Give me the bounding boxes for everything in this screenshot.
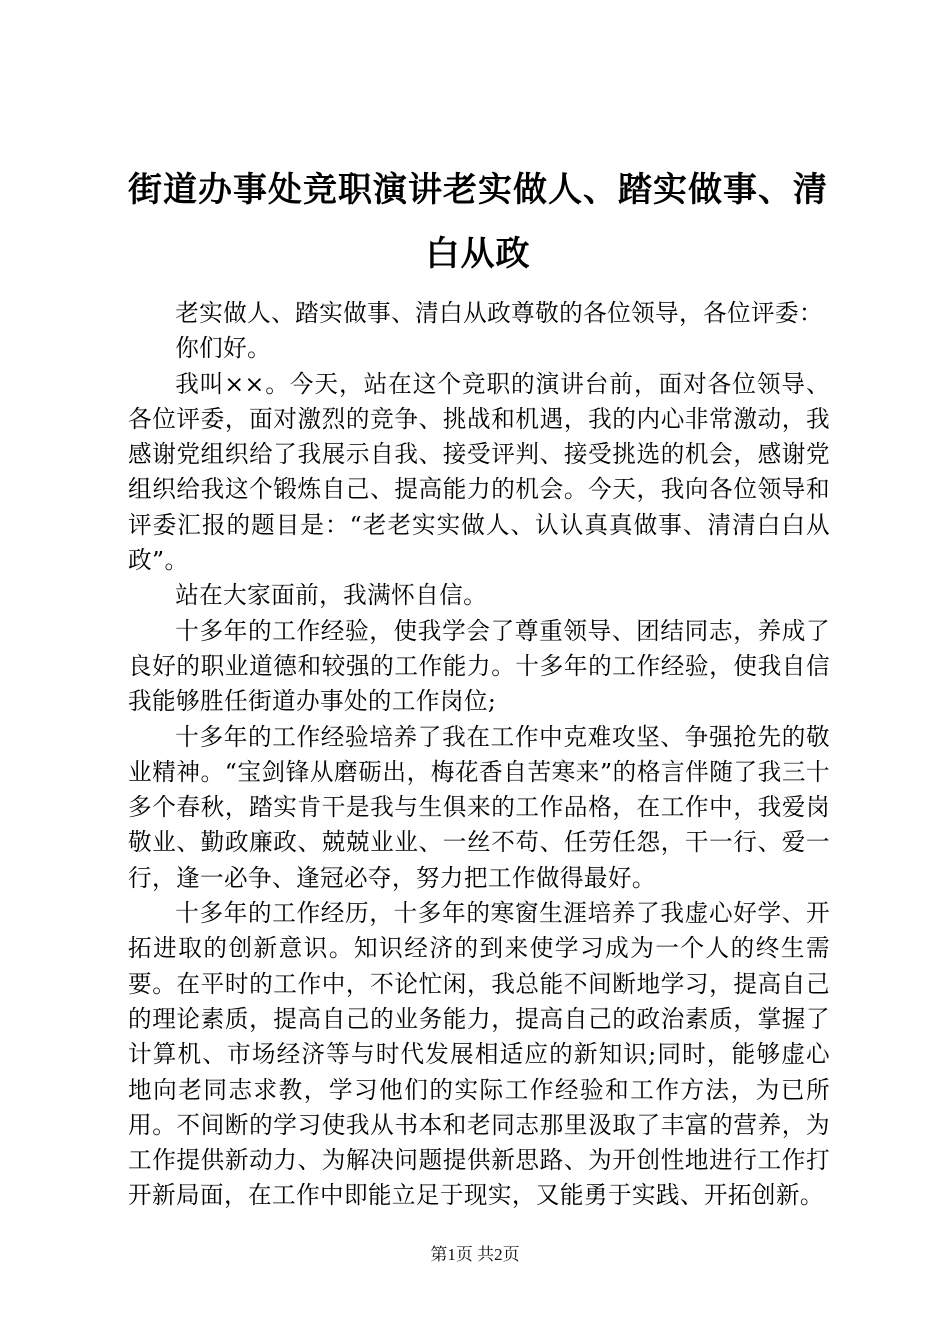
document-body (128, 296, 830, 1214)
page-title: 街道办事处竞职演讲老实做人、踏实做事、清白从政 (128, 170, 828, 274)
paragraph-learning: 十多年的工作经历，十多年的寒窗生涯培养了我虚心好学、开拓进取的创新意识。知识经济的到来使学习成为一个人的终生需要。在平时的工作中，不论忙闲，我总能不间断地学习，提高自己的理论素质，提高自己的业务能力，提高自己的政治素质，掌握了计算机、市场经济等与时代发展相适应的新知识;同时，能够虚心地向老同志求教，学习他们的实际工作经验和工作方法，为已所用。不间断的学习使我从书本和老同志那里汲取了丰富的营养，为工作提供新动力、为解决问题提供新思路、为开创性地进行工作打开新局面，在工作中即能立足于现实，又能勇于实践、开拓创新。 (128, 899, 830, 1210)
paragraph-confidence: 站在大家面前，我满怀自信。 (175, 581, 488, 610)
paragraph-hello: 你们好。 (175, 334, 272, 363)
page-number-footer: 第1页 共2页 (430, 1245, 520, 1264)
paragraph-experience: 十多年的工作经验，使我学会了尊重领导、团结同志，养成了良好的职业道德和较强的工作能力。十多年的工作经验，使我自信我能够胜任街道办事处的工作岗位; (128, 616, 830, 716)
paragraph-dedication: 十多年的工作经验培养了我在工作中克难攻坚、争强抢先的敬业精神。“宝剑锋从磨砺出，梅花香自苦寒来”的格言伴随了我三十多个春秋，踏实肯干是我与生俱来的工作品格，在工作中，我爱岗敬业、勤政廉政、兢兢业业、一丝不苟、任劳任怨，干一行、爱一行，逢一必争、逢冠必夺，努力把工作做得最好。 (128, 722, 830, 892)
paragraph-greeting: 老实做人、踏实做事、清白从政尊敬的各位领导，各位评委： (175, 299, 824, 327)
paragraph-introduction: 我叫××。今天，站在这个竞职的演讲台前，面对各位领导、各位评委，面对激烈的竞争、挑战和机遇，我的内心非常激动，我感谢党组织给了我展示自我、接受评判、接受挑选的机会，感谢党组织给我这个锻炼自己、提高能力的机会。今天，我向各位领导和评委汇报的题目是：“老老实实做人、认认真真做事、清清白白从政”。 (128, 369, 830, 575)
